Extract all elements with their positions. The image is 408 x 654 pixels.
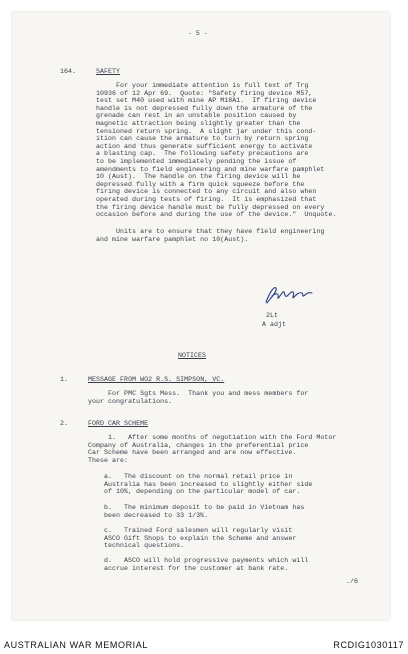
- continuation-marker: ./6: [346, 578, 359, 585]
- notice-number: 1.: [60, 376, 69, 383]
- list-item: b. The minimum deposit to be paid in Vietnam has been decreased to 33 1/3%.: [104, 504, 305, 519]
- section-closing: Units are to ensure that they have field engineering and mine warfare pamphlet no 10(Aust).: [96, 228, 325, 243]
- notices-heading: NOTICES: [178, 352, 207, 359]
- list-item: c. Trained Ford salesmen will regularly visit ASCO Gift Shops to explain the Scheme and answer technical questions.: [104, 527, 297, 550]
- notice-body: For PMC Sgts Mess. Thank you and mess members for your congratulations.: [88, 390, 309, 405]
- notice-heading: FORD CAR SCHEME: [88, 420, 149, 427]
- signatory-appointment: A adjt: [262, 321, 287, 328]
- signatory-rank: 2Lt: [266, 312, 279, 319]
- notice-heading: MESSAGE FROM WO2 R.S. SIMPSON, VC.: [88, 376, 225, 383]
- section-body: For your immediate attention is full text of Trg 10936 of 12 Apr 69. Quote: "Safety firing device M57, test set M40 used with mine AP M18A1. If firing device handle is not depressed fully down the armature of the grenade can rest in an unstable position caused by magnetic attraction being slightly greater than the tensioned return spring. A slight jar under this cond- ition can cause the armature to turn by return spring action and thus generate sufficient energy to activate a blasting cap. The following safety precautions are to be implemented immediately pending the issue of amendments to field engineering and mine warfare pamphlet 10 (Aust). The handle on the firing device will be depressed fully with a firm quick squeeze before the firing device is connected to any circuit and also when operated during tests of firing. It is emphasized that the firing device handle must be fully depressed on every occasion before and during the use of the device." Unquote.: [96, 82, 337, 219]
- page-number: - 5 -: [188, 30, 208, 37]
- section-heading: SAFETY: [96, 68, 121, 75]
- footer-reference: RCDIG1030117: [333, 640, 404, 650]
- list-item: d. ASCO will hold progressive payments which will accrue interest for the customer at bank rate.: [104, 557, 309, 572]
- notice-intro: 1. After some months of negotiation with the Ford Motor Company of Australia, changes in the preferential price Car Scheme have been arranged and are now effective. These are:: [88, 434, 337, 464]
- footer-source: AUSTRALIAN WAR MEMORIAL: [4, 640, 148, 650]
- section-number: 164.: [60, 68, 77, 75]
- list-item: a. The discount on the normal retail price in Australia has been increased to slightly either side of 10%, depending on the particular model of car.: [104, 473, 313, 496]
- signature-mark: [260, 284, 318, 306]
- archive-footer: [0, 636, 408, 654]
- notice-number: 2.: [60, 420, 69, 427]
